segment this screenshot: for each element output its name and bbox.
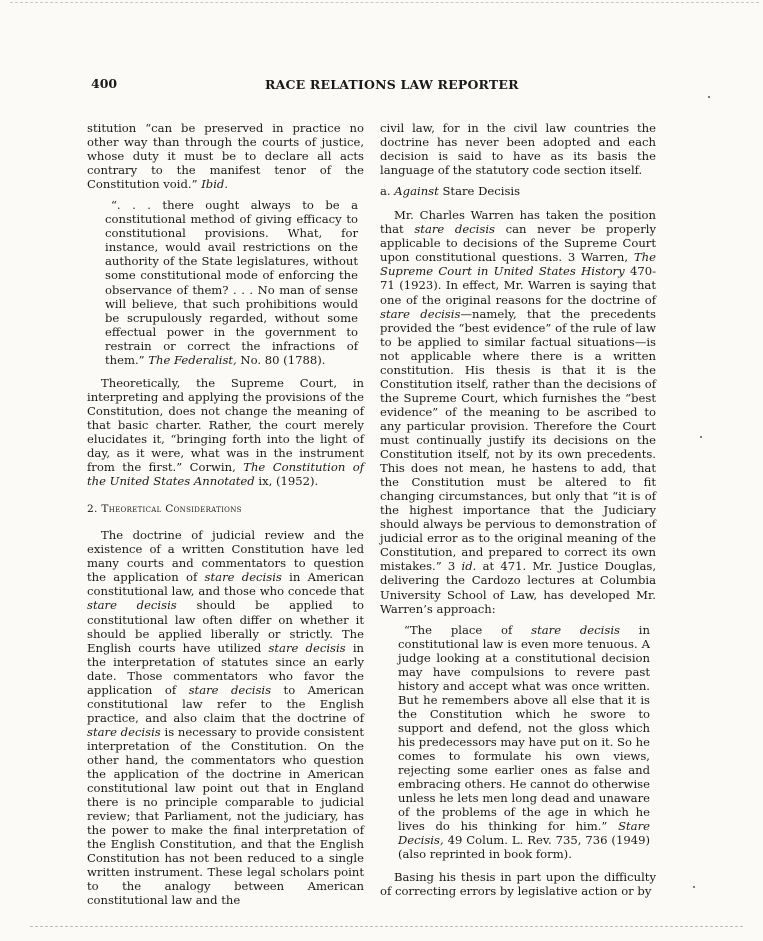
bottom-edge-mark [30, 926, 743, 931]
block-quote: “The place of stare decisis in constitutional law is even more tenuous. A judge looking at a constitutional decision may have compulsions to revere past history and accept what was once written. But he remembers above all else that it is the Constitution which he swore to support and defend, not the gloss which his predecessors may have put on it. So he comes to formulate his own views, rejecting some earlier ones as false and embracing others. He cannot do otherwise unless he lets men long dead and unaware of the problems of the age in which he lives do his thinking for him.” Stare Decisis, 49 Colum. L. Rev. 735, 736 (1949) (also reprinted in book form). [398, 622, 650, 862]
section-heading: 2. Theoretical Considerations [87, 503, 242, 516]
paragraph: Basing his thesis in part upon the difficulty of correcting errors by legislative action or by [380, 870, 656, 899]
page-header [87, 76, 667, 96]
subsection-heading: a. Against Stare Decisis [380, 184, 521, 199]
paragraph: The doctrine of judicial review and the existence of a written Constitution have led many courts and commentators to question the application of stare decisis in American constitutional law, and those who concede that stare decisis should be applied to constitutional law often differ on whether it should be applied liberally or strictly. The English courts have utilized stare decisis in the interpretation of statutes since an early date. Those commentators who favor the application of stare decisis to American constitutional law refer to the English practice, and also claim that the doctrine of stare decisis is necessary to provide consistent interpretation of the Constitution. On the other hand, the commentators who question the application of the doctrine in American constitutional law point out that in England there is no principle comparable to judicial review; that Parliament, not the judiciary, has the power to make the final interpretation of the English Constitution, and that the English Constitution has not been reduced to a single written instrument. These legal scholars point to the analogy between American constitutional law and the [87, 528, 364, 908]
scan-speck [693, 886, 695, 888]
block-quote: “. . . there ought always to be a constitutional method of giving efficacy to constitutional provisions. What, for instance, would avail restrictions on the authority of the State legislatures, without some constitutional mode of enforcing the observance of them? . . . No man of sense will believe, that such prohibitions would be scrupulously regarded, without some effectual power in the government to restrain or correct the infractions of them.” The Federalist, No. 80 (1788). [105, 198, 358, 367]
paragraph: Mr. Charles Warren has taken the position that stare decisis can never be properly applicable to decisions of the Supreme Court upon constitutional questions. 3 Warren, The Supreme Court in United States History 470-71 (1923). In effect, Mr. Warren is saying that one of the original reasons for the doctrine of stare decisis—namely, that the precedents provided the “best evidence” of the rule of law to be applied to similar factual situations—is not applicable where there is a written constitution. His thesis is that it is the Constitution itself, rather than the decisions of the Supreme Court, which furnishes the “best evidence” of the meaning to be ascribed to any particular provision. Therefore the Court must continually justify its decisions on the Constitution itself, not by its own precedents. This does not mean, he hastens to add, that the Constitution must be altered to fit changing circumstances, but only that “it is of the highest importance that the Judiciary should always be pervious to demonstration of judicial error as to the original meaning of the Constitution, and prepared to correct its own mistakes.” 3 id. at 471. Mr. Justice Douglas, delivering the Cardozo lectures at Columbia University School of Law, has developed Mr. Warren’s approach: [380, 208, 657, 616]
page-number: 400 [91, 76, 118, 91]
paragraph: stitution “can be preserved in practice no other way than through the courts of justice, whose duty it must be to declare all acts contrary to the manifest tenor of the Constitution void.” Ibid. [87, 121, 364, 192]
left-column [87, 121, 364, 914]
paragraph: civil law, for in the civil law countries the doctrine has never been adopted and each decision is said to have as its basis the language of the statutory code section itself. [380, 121, 656, 178]
scan-speck [700, 436, 702, 438]
scan-speck [708, 96, 710, 98]
top-edge-mark [10, 2, 759, 3]
paragraph: Theoretically, the Supreme Court, in interpreting and applying the provisions of the Constitution, does not change the meaning of that basic charter. Rather, the court merely elucidates it, “bringing forth into the light of day, as it were, what was in the instrument from the first.” Corwin, The Constitution of the United States Annotated ix, (1952). [87, 375, 364, 489]
right-column [380, 121, 656, 905]
running-head: RACE RELATIONS LAW REPORTER [265, 77, 519, 92]
